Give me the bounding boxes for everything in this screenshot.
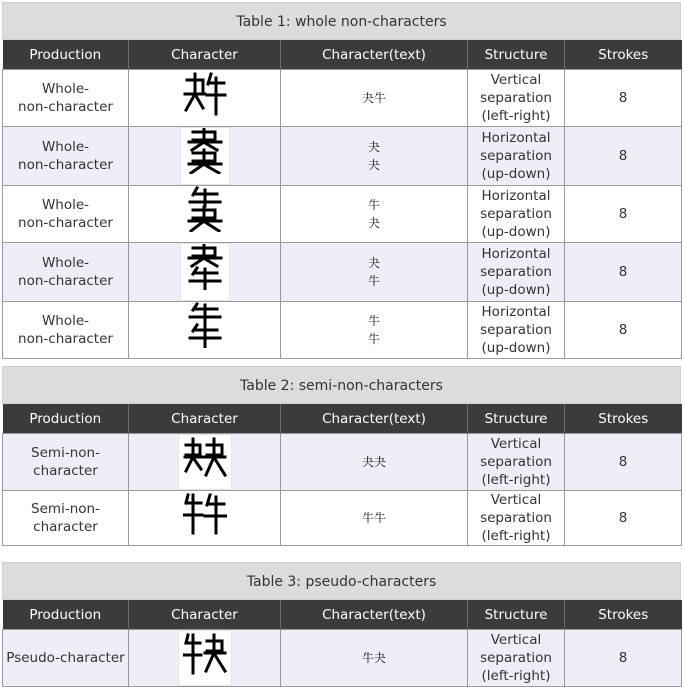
table-caption: Table 2: semi-non-characters xyxy=(2,366,681,404)
structure-cell xyxy=(468,630,565,687)
strokes-cell: 8 xyxy=(565,491,682,546)
structure-line: (up-down) xyxy=(481,166,551,182)
structure-line: Vertical xyxy=(490,72,542,88)
character-glyph xyxy=(180,127,230,185)
character-text-cell xyxy=(281,302,468,359)
structure-line: Vertical xyxy=(490,492,542,508)
structure-line: separation xyxy=(480,510,552,526)
character-text: 夬牛 xyxy=(361,91,386,105)
header-character: Character xyxy=(129,600,281,630)
structure-line: (left-right) xyxy=(481,668,551,684)
production-line: Whole- xyxy=(41,197,90,213)
structure-line: (left-right) xyxy=(481,108,551,124)
production-line: Whole- xyxy=(41,313,90,329)
character-text: 夬 xyxy=(367,256,380,270)
character-cell xyxy=(129,434,281,491)
character-text: 牛夬 xyxy=(361,651,386,665)
header-structure: Structure xyxy=(468,404,565,434)
structure-cell xyxy=(468,491,565,546)
production-cell xyxy=(3,186,129,243)
data-table xyxy=(2,600,682,687)
production-line: Semi-non- xyxy=(31,501,100,517)
structure-cell xyxy=(468,243,565,302)
header-row xyxy=(3,40,682,70)
header-strokes: Strokes xyxy=(565,600,682,630)
production-cell xyxy=(3,70,129,127)
strokes-cell: 8 xyxy=(565,70,682,127)
header-character-text: Character(text) xyxy=(281,40,468,70)
structure-line: separation xyxy=(480,206,552,222)
character-text: 夬夬 xyxy=(361,455,386,469)
table-caption: Table 3: pseudo-characters xyxy=(2,562,681,600)
character-cell xyxy=(129,630,281,687)
character-text-cell xyxy=(281,186,468,243)
glyph-niu-niu-lr xyxy=(183,491,227,535)
production-line: Whole- xyxy=(41,255,90,271)
character-text-cell xyxy=(281,70,468,127)
structure-line: Horizontal xyxy=(481,246,551,262)
structure-line: separation xyxy=(480,90,552,106)
glyph-niu-jue-ud xyxy=(185,186,225,232)
character-glyph xyxy=(181,186,229,242)
production-line: Pseudo-character xyxy=(6,650,125,666)
table-row xyxy=(3,491,682,546)
table-row xyxy=(3,127,682,186)
production-line: Whole- xyxy=(41,139,90,155)
table-row xyxy=(3,630,682,687)
glyph-jue-jue-ud xyxy=(185,128,225,174)
character-text: 夬 xyxy=(367,158,380,172)
production-line: non-character xyxy=(18,99,113,115)
strokes-cell: 8 xyxy=(565,186,682,243)
table-semi-non-characters xyxy=(2,366,681,546)
production-line: character xyxy=(33,519,98,535)
structure-cell xyxy=(468,302,565,359)
production-cell xyxy=(3,434,129,491)
character-glyph xyxy=(180,243,230,301)
character-text-cell xyxy=(281,127,468,186)
structure-line: Vertical xyxy=(490,632,542,648)
glyph-jue-jue-lr xyxy=(183,435,227,479)
table-whole-non-characters xyxy=(2,2,681,359)
production-cell xyxy=(3,491,129,546)
structure-line: separation xyxy=(480,264,552,280)
character-text-cell xyxy=(281,630,468,687)
header-structure: Structure xyxy=(468,600,565,630)
strokes-cell: 8 xyxy=(565,127,682,186)
structure-cell xyxy=(468,186,565,243)
character-glyph xyxy=(179,70,231,126)
header-strokes: Strokes xyxy=(565,40,682,70)
strokes-cell: 8 xyxy=(565,434,682,491)
glyph-niu-niu-ud xyxy=(185,302,225,348)
glyph-jue-niu-lr xyxy=(183,70,227,116)
production-line: non-character xyxy=(18,331,113,347)
character-text-cell xyxy=(281,491,468,546)
character-glyph xyxy=(178,630,232,686)
glyph-jue-niu-ud xyxy=(185,244,225,290)
character-cell xyxy=(129,491,281,546)
structure-cell xyxy=(468,434,565,491)
character-text: 牛 xyxy=(367,274,380,288)
structure-line: Horizontal xyxy=(481,130,551,146)
character-text: 牛牛 xyxy=(361,511,386,525)
character-text: 牛 xyxy=(367,314,380,328)
structure-line: separation xyxy=(480,454,552,470)
header-character-text: Character(text) xyxy=(281,600,468,630)
production-line: non-character xyxy=(18,273,113,289)
character-cell xyxy=(129,70,281,127)
production-line: non-character xyxy=(18,215,113,231)
header-row xyxy=(3,404,682,434)
character-text: 牛 xyxy=(367,332,380,346)
structure-line: (left-right) xyxy=(481,472,551,488)
production-line: Semi-non- xyxy=(31,445,100,461)
structure-line: separation xyxy=(480,148,552,164)
data-table xyxy=(2,40,682,359)
character-glyph xyxy=(178,434,232,490)
structure-cell xyxy=(468,127,565,186)
structure-line: separation xyxy=(480,322,552,338)
structure-line: Horizontal xyxy=(481,188,551,204)
header-structure: Structure xyxy=(468,40,565,70)
character-cell xyxy=(129,127,281,186)
structure-line: (up-down) xyxy=(481,224,551,240)
character-text-cell xyxy=(281,434,468,491)
table-row xyxy=(3,186,682,243)
character-text: 夬 xyxy=(367,216,380,230)
strokes-cell: 8 xyxy=(565,243,682,302)
strokes-cell: 8 xyxy=(565,630,682,687)
table-row xyxy=(3,70,682,127)
table-row xyxy=(3,302,682,359)
header-production: Production xyxy=(3,600,129,630)
structure-line: Vertical xyxy=(490,436,542,452)
header-character: Character xyxy=(129,40,281,70)
character-text: 夬 xyxy=(367,140,380,154)
character-cell xyxy=(129,243,281,302)
character-glyph xyxy=(181,302,229,358)
production-cell xyxy=(3,630,129,687)
strokes-cell: 8 xyxy=(565,302,682,359)
table-caption: Table 1: whole non-characters xyxy=(2,2,681,40)
table-row xyxy=(3,434,682,491)
production-line: non-character xyxy=(18,157,113,173)
production-cell xyxy=(3,302,129,359)
header-production: Production xyxy=(3,40,129,70)
header-strokes: Strokes xyxy=(565,404,682,434)
header-production: Production xyxy=(3,404,129,434)
header-character-text: Character(text) xyxy=(281,404,468,434)
data-table xyxy=(2,404,682,546)
character-text: 牛 xyxy=(367,198,380,212)
structure-line: (up-down) xyxy=(481,340,551,356)
structure-line: (left-right) xyxy=(481,528,551,544)
table-row xyxy=(3,243,682,302)
structure-line: Horizontal xyxy=(481,304,551,320)
structure-line: separation xyxy=(480,650,552,666)
character-text-cell xyxy=(281,243,468,302)
character-cell xyxy=(129,186,281,243)
structure-cell xyxy=(468,70,565,127)
header-character: Character xyxy=(129,404,281,434)
character-cell xyxy=(129,302,281,359)
production-cell xyxy=(3,243,129,302)
glyph-niu-jue-lr xyxy=(183,631,227,675)
production-line: Whole- xyxy=(41,81,90,97)
table-pseudo-characters xyxy=(2,562,681,687)
character-glyph xyxy=(179,491,231,545)
production-cell xyxy=(3,127,129,186)
production-line: character xyxy=(33,463,98,479)
structure-line: (up-down) xyxy=(481,282,551,298)
header-row xyxy=(3,600,682,630)
